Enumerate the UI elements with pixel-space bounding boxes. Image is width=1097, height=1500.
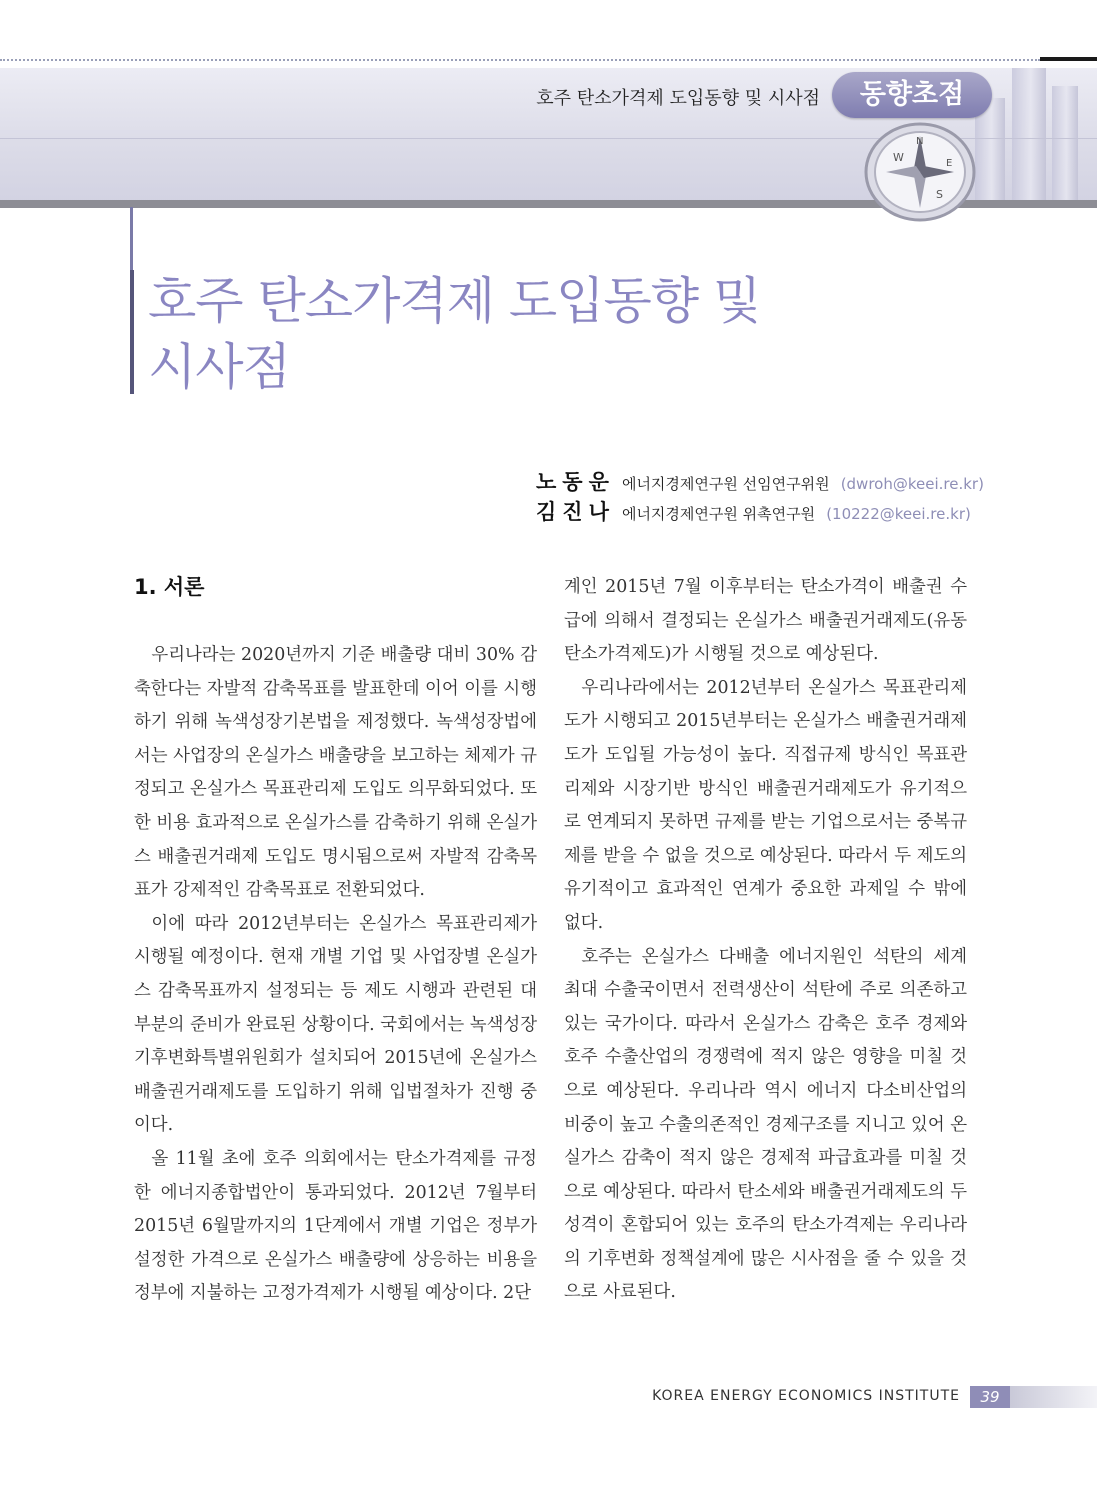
footer-institute-name: KOREA ENERGY ECONOMICS INSTITUTE <box>652 1388 960 1404</box>
building-graphic <box>1012 68 1046 204</box>
compass-letter-w: W <box>893 151 904 164</box>
body-paragraph: 올 11월 초에 호주 의회에서는 탄소가격제를 규정한 에너지종합법안이 통과되었다. 2012년 7월부터 2015년 6월말까지의 1단계에서 개별 기업은 정부가 설정한 가격으로 온실가스 배출량에 상응하는 비용을 정부에 지불하는 고정가격제가 시행될 예상이다. 2단 <box>134 1148 537 1304</box>
author-line <box>536 496 971 526</box>
compass-letter-s: S <box>936 188 943 201</box>
compass-letter-e: E <box>946 158 953 169</box>
author-name: 노동운 <box>536 470 615 494</box>
author-affiliation: 에너지경제연구원 선임연구위원 <box>621 475 830 493</box>
author-name: 김진나 <box>536 500 615 524</box>
building-graphic <box>1052 86 1078 204</box>
section-heading: 1. 서론 <box>134 575 205 599</box>
compass-letter-n: N <box>916 136 924 147</box>
author-email: (10222@keei.re.kr) <box>826 505 971 523</box>
author-email: (dwroh@keei.re.kr) <box>840 475 984 493</box>
compass-icon <box>860 120 980 230</box>
title-accent-bar <box>130 270 134 394</box>
body-paragraph: 이에 따라 2012년부터는 온실가스 목표관리제가 시행될 예정이다. 현재 개별 기업 및 사업장별 온실가스 감축목표까지 설정되는 등 제도 시행과 관련된 대부분의 준비가 완료된 상황이다. 국회에서는 녹색성장기후변화특별위원회가 설치되어 2015년에 온실가스 배출권거래제도를 도입하기 위해 입법절차가 진행 중이다. <box>134 913 537 1136</box>
author-affiliation: 에너지경제연구원 위촉연구원 <box>621 505 816 523</box>
right-text-column <box>564 571 967 1310</box>
left-text-column <box>134 639 537 1311</box>
article-title: 호주 탄소가격제 도입동향 및 시사점 <box>148 272 761 396</box>
footer-accent-bar <box>1010 1386 1097 1408</box>
body-paragraph: 우리나라에서는 2012년부터 온실가스 목표관리제도가 시행되고 2015년부터는 온실가스 배출권거래제도가 도입될 가능성이 높다. 직접규제 방식인 목표관리제와 시장기반 방식인 배출권거래제도가 유기적으로 연계되지 못하면 규제를 받는 기업으로서는 중복규제를 받을 수 없을 것으로 예상된다. 따라서 두 제도의 유기적이고 효과적인 연계가 중요한 과제일 수 밖에 없다. <box>564 677 967 933</box>
author-line <box>536 466 984 496</box>
page-number: 39 <box>970 1386 1010 1408</box>
body-paragraph: 우리나라는 2020년까지 기준 배출량 대비 30% 감축한다는 자발적 감축목표를 발표한데 이어 이를 시행하기 위해 녹색성장기본법을 제정했다. 녹색성장법에서는 사업장의 온실가스 배출량을 보고하는 체제가 규정되고 온실가스 목표관리제 도입도 의무화되었다. 또한 비용 효과적으로 온실가스를 감축하기 위해 온실가스 배출권거래제 도입도 명시됨으로써 자발적 감축목표가 강제적인 감축목표로 전환되었다. <box>134 645 537 901</box>
body-paragraph: 계인 2015년 7월 이후부터는 탄소가격이 배출권 수급에 의해서 결정되는 온실가스 배출권거래제도(유동탄소가격제도)가 시행될 것으로 예상된다. <box>564 577 967 665</box>
top-dotted-rule <box>0 59 1040 61</box>
top-accent-bar <box>1040 57 1097 61</box>
running-header-title: 호주 탄소가격제 도입동향 및 시사점 <box>536 88 820 109</box>
body-paragraph: 호주는 온실가스 다배출 에너지원인 석탄의 세계 최대 수출국이면서 전력생산이 석탄에 주로 의존하고 있는 국가이다. 따라서 온실가스 감축은 호주 경제와 호주 수출산업의 경쟁력에 적지 않은 영향을 미칠 것으로 예상된다. 우리나라 역시 에너지 다소비산업의 비중이 높고 수출의존적인 경제구조를 지니고 있어 온실가스 감축이 적지 않은 경제적 파급효과를 미칠 것으로 예상된다. 따라서 탄소세와 배출권거래제도의 두 성격이 혼합되어 있는 호주의 탄소가격제는 우리나라의 기후변화 정책설계에 많은 시사점을 줄 수 있을 것으로 사료된다. <box>564 946 967 1303</box>
section-badge: 동향초점 <box>832 72 992 118</box>
